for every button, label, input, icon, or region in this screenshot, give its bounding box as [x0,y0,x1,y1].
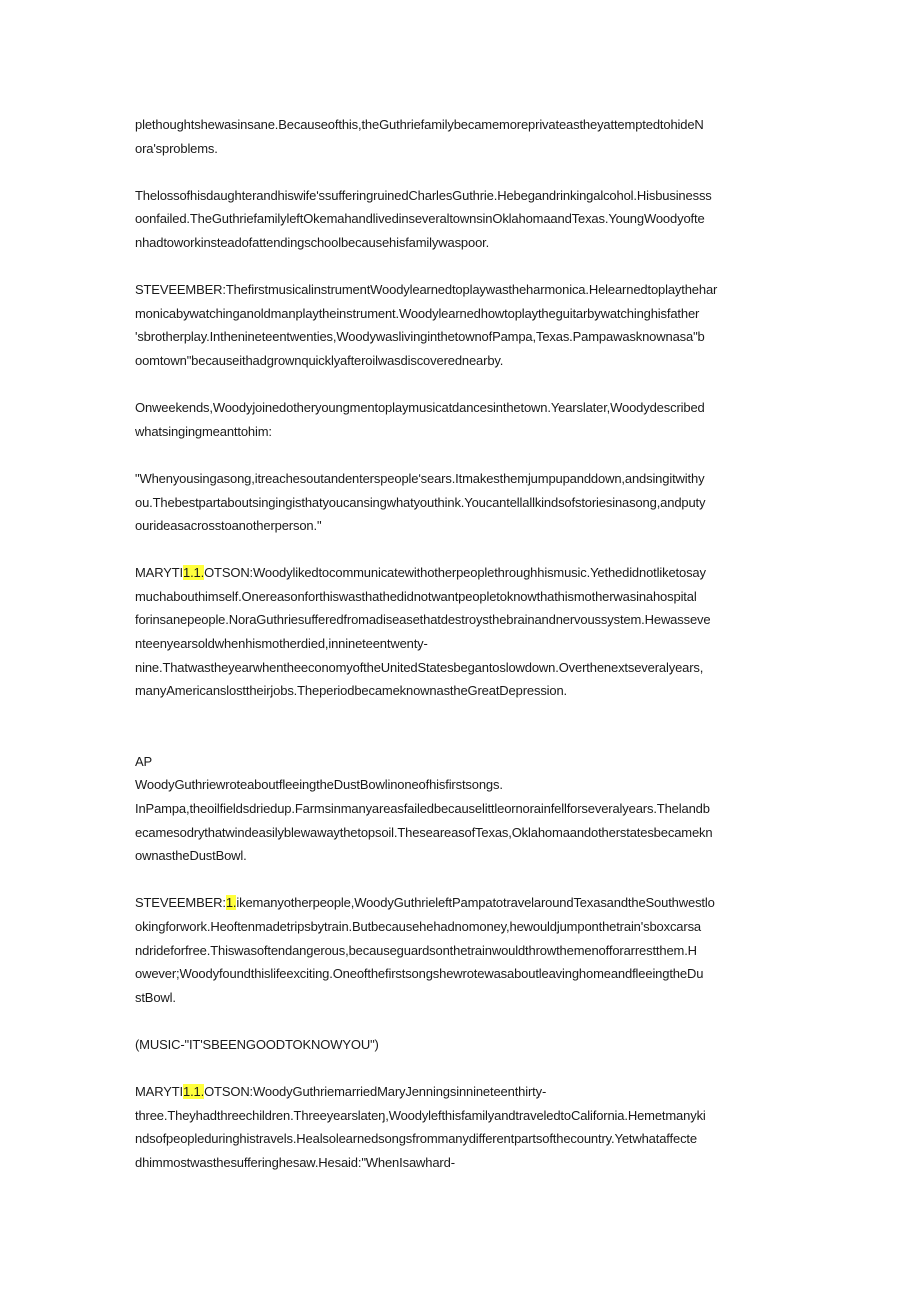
text-line: owever;Woodyfoundthislifeexciting.OneofthefirstsongshewrotewasaboutleavinghomeandfleeingtheDu [135,966,704,982]
line-text-before-highlight: MARYTI [135,1084,183,1100]
paragraph [135,750,785,868]
text-line: three.Theyhadthreechildren.Threeyearslateŋ,WoodylefthisfamilyandtraveledtoCalifornia.Hemetmanyki [135,1107,706,1123]
text-line: (MUSIC-"IT'SBEENGOODTOKNOWYOU") [135,1036,379,1052]
text-line: STEVEEMBER:ThefirstmusicalinstrumentWoodylearnedtoplaywastheharmonica.Helearnedtoplaythehar [135,282,718,298]
paragraph-spacing [135,255,785,279]
paragraph [135,184,785,255]
text-line: ownastheDustBowl. [135,848,247,864]
paragraph [135,891,785,1009]
text-line: ecamesodrythatwindeasilyblewawaythetopsoil.TheseareasofTexas,Oklahomaandotherstatesbecamekn [135,824,713,840]
text-line: 'sbrotherplay.Inthenineteentwenties,WoodywaslivinginthetownofPampa,Texas.Pampawasknownasa"b [135,329,705,345]
highlighted-text: 1.1. [182,1084,205,1100]
text-line: ourideasacrosstoanotherperson." [135,518,322,534]
text-line: Onweekends,Woodyjoinedotheryoungmentoplaymusicatdancesinthetown.Yearslater,Woodydescribed [135,400,705,416]
text-line: plethoughtshewasinsane.Becauseofthis,theGuthriefamilybecamemoreprivateastheyattemptedtohideN [135,117,704,132]
paragraph-spacing [135,160,785,184]
text-line: "Whenyousingasong,itreachesoutandenterspeopleʹsears.Itmakesthemjumpupanddown,andsingitwithy [135,470,705,486]
line-text-before-highlight: MARYTI [135,565,183,581]
text-line: manyAmericanslosttheirjobs.TheperiodbecameknownastheGreatDepression. [135,683,568,699]
text-line: nine.ThatwastheyearwhentheeconomyoftheUnitedStatesbegantoslowdown.Overthenextseveralyears, [135,659,704,675]
text-line: ThelossofhisdaughterandhiswifeʹssufferingruinedCharlesGuthrie.Hebegandrinkingalcohol.Hisbusinesss [135,187,712,203]
text-line: monicabywatchinganoldmanplaytheinstrument.Woodylearnedhowtoplaytheguitarbywatchinghisfather [135,305,700,321]
paragraph-spacing [135,1009,785,1033]
text-line: ou.Thebestpartaboutsingingisthatyoucansingwhatyouthink.Youcantellallkindsofstoriesinasong,andputy [135,494,706,510]
text-line [135,1080,785,1104]
text-line [135,561,785,585]
text-line: ndsofpeopleduringhistravels.Healsolearnedsongsfrommanydifferentpartsofthecountry.Yetwhataffecte [135,1131,697,1147]
text-line: WoodyGuthriewroteaboutfleeingtheDustBowlinoneofhisfirstsongs. [135,777,503,793]
text-line: okingforwork.Heoftenmadetripsbytrain.Butbecausehehadnomoney,hewouldjumponthetrain'sboxcarsa [135,919,701,934]
text-line: nhadtoworkinsteadofattendingschoolbecausehisfamilywaspoor. [135,234,490,250]
line-text-after-highlight: OTSON:Woodylikedtocommunicatewithotherpeoplethroughhismusic.Yethedidnotliketosay [204,565,706,581]
line-text-after-highlight: OTSON:WoodyGuthriemarriedMaryJenningsinnineteenthirty- [204,1084,547,1100]
highlighted-text: 1. [225,895,237,911]
text-line: ora'sproblems. [135,140,218,156]
line-text-after-highlight: ikemanyotherpeople,WoodyGuthrieleftPampatotravelaroundTexasandtheSouthwestlo [236,895,715,911]
text-line: dhimmostwasthesufferinghesaw.Hesaid:"WhenIsawhard- [135,1154,455,1170]
paragraph [135,113,785,160]
text-line: oonfailed.TheGuthriefamilyleftOkemahandlivedinseveraltownsinOklahomaandTexas.YoungWoodyofte [135,211,705,227]
text-line: ndrideforfree.Thiswasoftendangerous,becauseguardsonthetrainwouldthrowthemenofforarrestthem.H [135,942,697,958]
text-line: muchabouthimself.Onereasonforthiswasthathedidnotwantpeopletoknowthathismotherwasinahospital [135,588,697,604]
text-line: forinsanepeople.NoraGuthriesufferedfromadiseasethatdestroysthebrainandnervoussystem.Hewasseve [135,612,711,628]
paragraph [135,467,785,538]
text-line: AP [135,753,153,769]
paragraph-spacing [135,1057,785,1081]
paragraph-spacing [135,373,785,397]
paragraph-spacing [135,538,785,562]
paragraph [135,1033,785,1057]
highlighted-text: 1.1. [182,565,205,581]
text-line: stBowl. [135,989,176,1005]
paragraph [135,396,785,443]
paragraph-spacing [135,703,785,750]
paragraph [135,278,785,372]
paragraph-spacing [135,443,785,467]
text-line: whatsingingmeanttohim: [135,423,272,439]
paragraph [135,561,785,703]
paragraph [135,1080,785,1174]
text-line: oomtown"becauseithadgrownquicklyafteroilwasdiscoverednearby. [135,352,504,368]
text-line [135,891,785,915]
paragraph-spacing [135,868,785,892]
text-line: nteenyearsoldwhenhismotherdied,innineteentwenty- [135,636,428,652]
text-line: InPampa,theoilfieldsdriedup.Farmsinmanyareasfailedbecauselittleornorainfellforseveralyears.Thelandb [135,801,710,817]
line-text-before-highlight: STEVEEMBER: [135,895,226,911]
